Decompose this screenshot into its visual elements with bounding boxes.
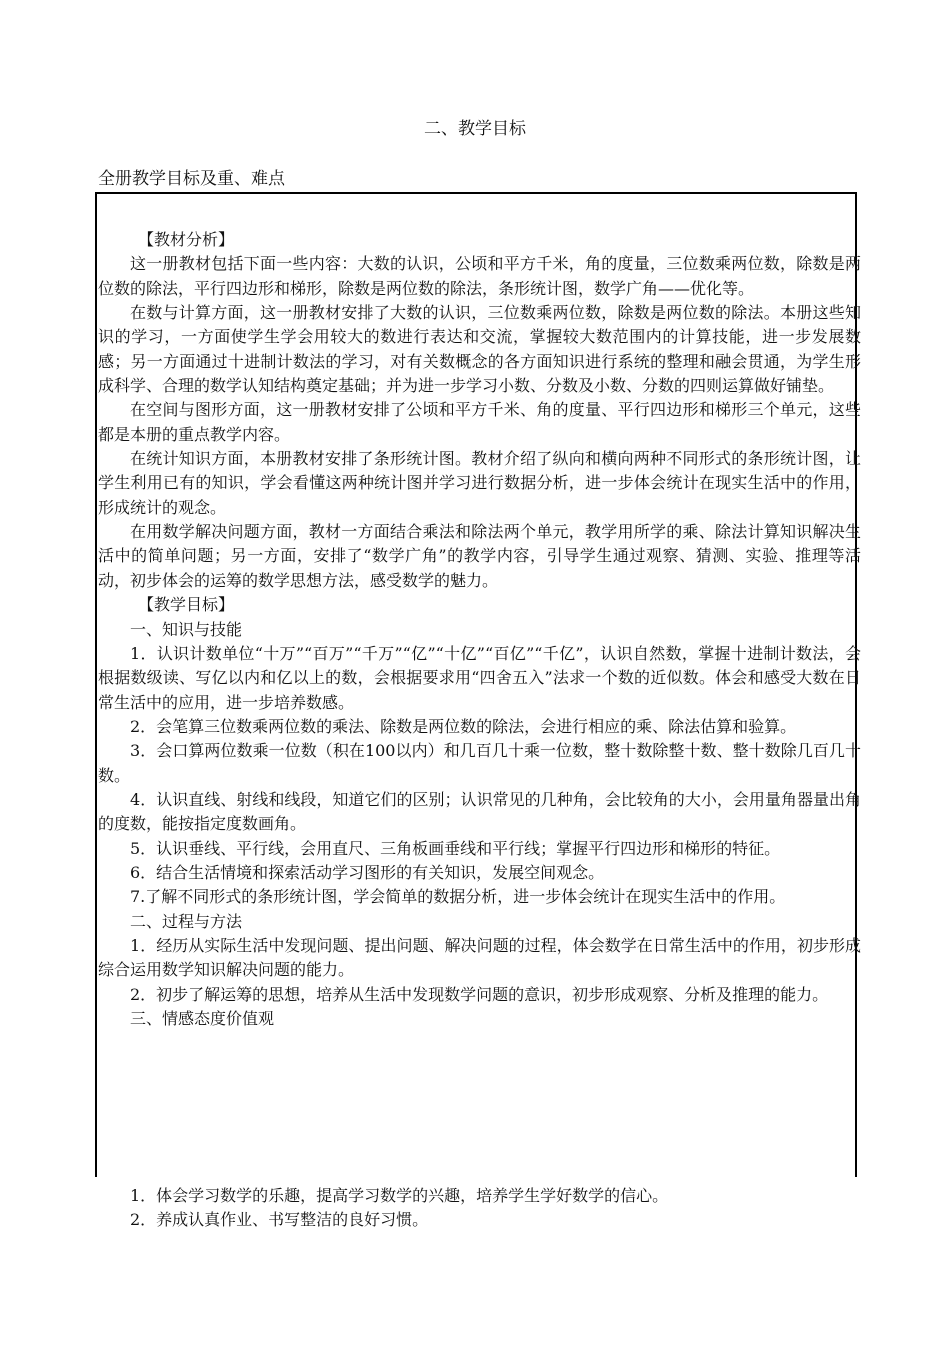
- paragraph: 在空间与图形方面，这一册教材安排了公顷和平方千米、角的度量、平行四边形和梯形三个单元，这些都是本册的重点教学内容。: [98, 400, 861, 444]
- paragraph: 在用数学解决问题方面，教材一方面结合乘法和除法两个单元，教学用所学的乘、除法计算知识解决生活中的简单问题；另一方面，安排了“数学广角”的教学内容，引导学生通过观察、猜测、实验、推理等活动，初步体会的运筹的数学思想方法，感受数学的魅力。: [98, 522, 861, 590]
- list-item: 1．认识计数单位“十万”“百万”“千万”“亿”“十亿”“百亿”“千亿”，认识自然数，掌握十进制计数法，会根据数级读、写亿以内和亿以上的数，会根据要求用“四舍五入”法求一个数的近似数。体会和感受大数在日常生活中的应用，进一步培养数感。: [98, 643, 861, 712]
- heading-textbook-analysis: 【教材分析】: [138, 230, 235, 249]
- paragraph: 在统计知识方面，本册教材安排了条形统计图。教材介绍了纵向和横向两种不同形式的条形统计图，让学生利用已有的知识，学会看懂这两种统计图并学习进行数据分析，进一步体会统计在现实生活中的作用，形成统计的观念。: [98, 449, 861, 517]
- heading-process-methods: 二、过程与方法: [130, 911, 243, 931]
- list-item: 2．会笔算三位数乘两位数的乘法、除数是两位数的除法，会进行相应的乘、除法估算和验算。: [130, 716, 797, 736]
- content-body: [98, 228, 861, 1031]
- heading-emotion-values: 三、情感态度价值观: [130, 1009, 275, 1028]
- list-item: 1．体会学习数学的乐趣，提高学习数学的兴趣，培养学生学好数学的信心。: [130, 1186, 669, 1205]
- list-item: 7.了解不同形式的条形统计图，学会简单的数据分析，进一步体会统计在现实生活中的作用。: [130, 887, 786, 907]
- heading-knowledge-skills: 一、知识与技能: [130, 619, 243, 639]
- content-after-frame: [98, 1184, 861, 1233]
- list-item: 6．结合生活情境和探索活动学习图形的有关知识，发展空间观念。: [130, 862, 605, 882]
- list-item: 3．会口算两位数乘一位数（积在100以内）和几百几十乘一位数，整十数除整十数、整十数除几百几十数。: [98, 741, 861, 785]
- heading-teaching-objectives: 【教学目标】: [138, 595, 235, 615]
- paragraph: 在数与计算方面，这一册教材安排了大数的认识，三位数乘两位数，除数是两位数的除法。本册这些知识的学习，一方面使学生学会用较大的数进行表达和交流，掌握较大数范围内的计算技能，进一步发展数感；另一方面通过十进制计数法的学习，对有关数概念的各方面知识进行系统的整理和融会贯通，为学生形成科学、合理的数学认知结构奠定基础；并为进一步学习小数、分数及小数、分数的四则运算做好铺垫。: [98, 303, 861, 396]
- section-heading: 全册教学目标及重、难点: [98, 169, 285, 189]
- list-item: 5．认识垂线、平行线，会用直尺、三角板画垂线和平行线；掌握平行四边形和梯形的特征。: [130, 838, 781, 858]
- page-title: 二、教学目标: [424, 119, 526, 139]
- list-item: 1．经历从实际生活中发现问题、提出问题、解决问题的过程，体会数学在日常生活中的作用，初步形成综合运用数学知识解决问题的能力。: [98, 935, 861, 980]
- paragraph: 这一册教材包括下面一些内容：大数的认识，公顷和平方千米，角的度量，三位数乘两位数，除数是两位数的除法，平行四边形和梯形，除数是两位数的除法，条形统计图，数学广角——优化等。: [98, 254, 861, 298]
- list-item: 2．初步了解运筹的思想，培养从生活中发现数学问题的意识，初步形成观察、分析及推理的能力。: [130, 984, 829, 1004]
- list-item: 4．认识直线、射线和线段，知道它们的区别；认识常见的几种角，会比较角的大小，会用量角器量出角的度数，能按指定度数画角。: [98, 789, 861, 834]
- list-item: 2．养成认真作业、书写整洁的良好习惯。: [130, 1210, 429, 1230]
